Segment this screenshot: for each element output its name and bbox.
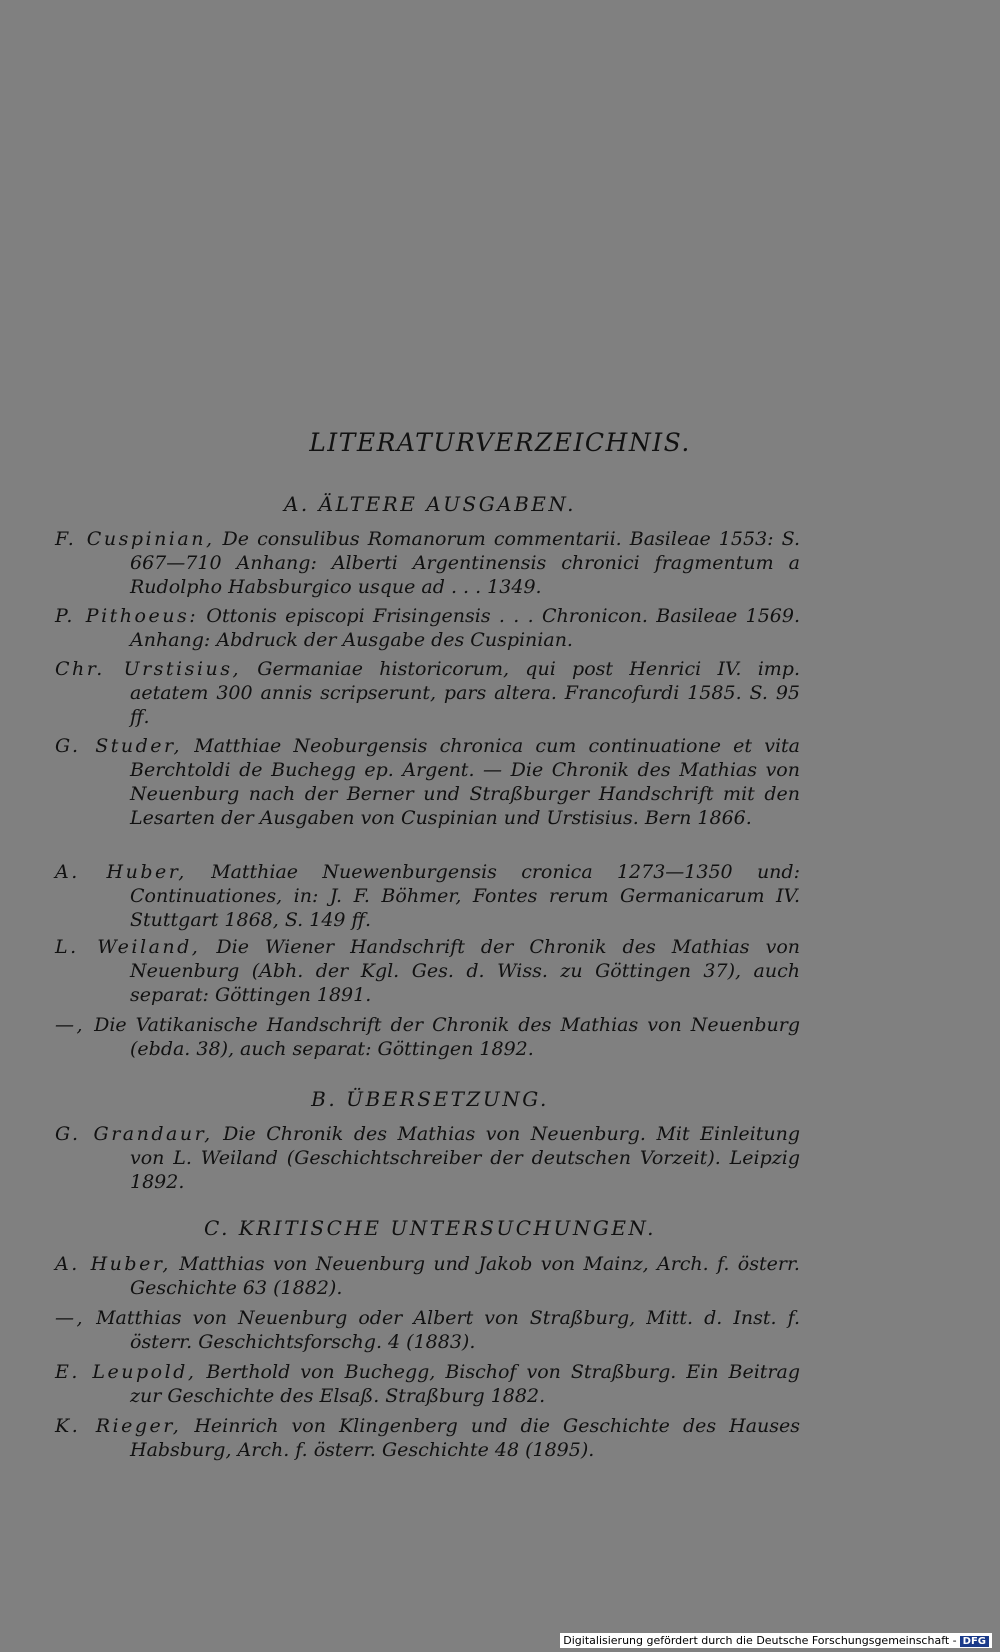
section-heading-a: A. ÄLTERE AUSGABEN.	[283, 492, 576, 516]
bib-entry	[55, 657, 800, 729]
entry-author: —,	[55, 1307, 86, 1329]
entry-text: Ottonis episcopi Frisingensis . . . Chronicon. Basileae 1569. Anhang: Abdruck der Ausgabe des Cuspinian.	[130, 605, 801, 651]
bib-entry	[55, 1360, 800, 1408]
bib-entry	[55, 935, 800, 1007]
section-heading-c: C. KRITISCHE UNTERSUCHUNGEN.	[203, 1216, 656, 1240]
entry-author: P. Pithoeus:	[55, 605, 199, 627]
entry-author: G. Studer,	[55, 735, 183, 757]
bib-entry	[55, 860, 800, 932]
entry-text: Germaniae historicorum, qui post Henrici IV. imp. aetatem 300 annis scripserunt, pars altera. Francofurdi 1585. S. 95 ff.	[130, 658, 800, 728]
bib-entry	[55, 1252, 800, 1300]
entry-text: Berthold von Buchegg, Bischof von Straßburg. Ein Beitrag zur Geschichte des Elsaß. Straßburg 1882.	[130, 1361, 800, 1407]
entry-text: Matthias von Neuenburg und Jakob von Mainz, Arch. f. österr. Geschichte 63 (1882).	[130, 1253, 800, 1299]
entry-author: G. Grandaur,	[55, 1123, 213, 1145]
entry-author: A. Huber,	[55, 1253, 171, 1275]
bib-entry	[55, 604, 800, 652]
entry-text: Matthiae Nuewenburgensis cronica 1273—1350 und: Continuationes, in: J. F. Böhmer, Fontes rerum Germanicarum IV. Stuttgart 1868, S. 149 ff.	[130, 861, 800, 931]
bib-entry	[55, 1013, 800, 1061]
section-heading-b: B. ÜBERSETZUNG.	[311, 1087, 549, 1111]
page-title: LITERATURVERZEICHNIS.	[309, 428, 691, 457]
entry-author: A. Huber,	[55, 861, 187, 883]
entry-author: F. Cuspinian,	[55, 528, 215, 550]
entry-text: Die Vatikanische Handschrift der Chronik des Mathias von Neuenburg (ebda. 38), auch separat: Göttingen 1892.	[85, 1014, 800, 1060]
bib-entry	[55, 1414, 800, 1462]
entry-author: —,	[55, 1014, 86, 1036]
dfg-logo: DFG	[960, 1636, 989, 1647]
footer-credit	[560, 1633, 992, 1648]
bib-entry	[55, 734, 800, 830]
entry-author: L. Weiland,	[55, 936, 201, 958]
entry-author: E. Leupold,	[55, 1361, 197, 1383]
entry-author: Chr. Urstisius,	[55, 658, 241, 680]
bib-entry	[55, 1306, 800, 1354]
entry-text: Matthiae Neoburgensis chronica cum continuatione et vita Berchtoldi de Buchegg ep. Argent. — Die Chronik des Mathias von Neuenburg nach der Berner und Straßburger Handschrift mit den Lesarten der Ausgaben von Cuspinian und Urstisius. Bern 1866.	[130, 735, 800, 829]
entry-text: De consulibus Romanorum commentarii. Basileae 1553: S. 667—710 Anhang: Alberti Argentinensis chronici fragmentum a Rudolpho Habsburgico usque ad . . . 1349.	[130, 528, 800, 598]
entry-text: Heinrich von Klingenberg und die Geschichte des Hauses Habsburg, Arch. f. österr. Geschichte 48 (1895).	[130, 1415, 800, 1461]
entry-text: Matthias von Neuenburg oder Albert von Straßburg, Mitt. d. Inst. f. österr. Geschichtsforschg. 4 (1883).	[85, 1307, 800, 1353]
bib-entry	[55, 1122, 800, 1194]
bib-entry	[55, 527, 800, 599]
entry-text: Die Wiener Handschrift der Chronik des Mathias von Neuenburg (Abh. der Kgl. Ges. d. Wiss. zu Göttingen 37), auch separat: Göttingen 1891.	[130, 936, 800, 1006]
entry-author: K. Rieger,	[55, 1415, 182, 1437]
entry-text: Die Chronik des Mathias von Neuenburg. Mit Einleitung von L. Weiland (Geschichtschreiber der deutschen Vorzeit). Leipzig 1892.	[130, 1123, 800, 1193]
footer-text: Digitalisierung gefördert durch die Deutsche Forschungsgemeinschaft -	[563, 1634, 957, 1647]
